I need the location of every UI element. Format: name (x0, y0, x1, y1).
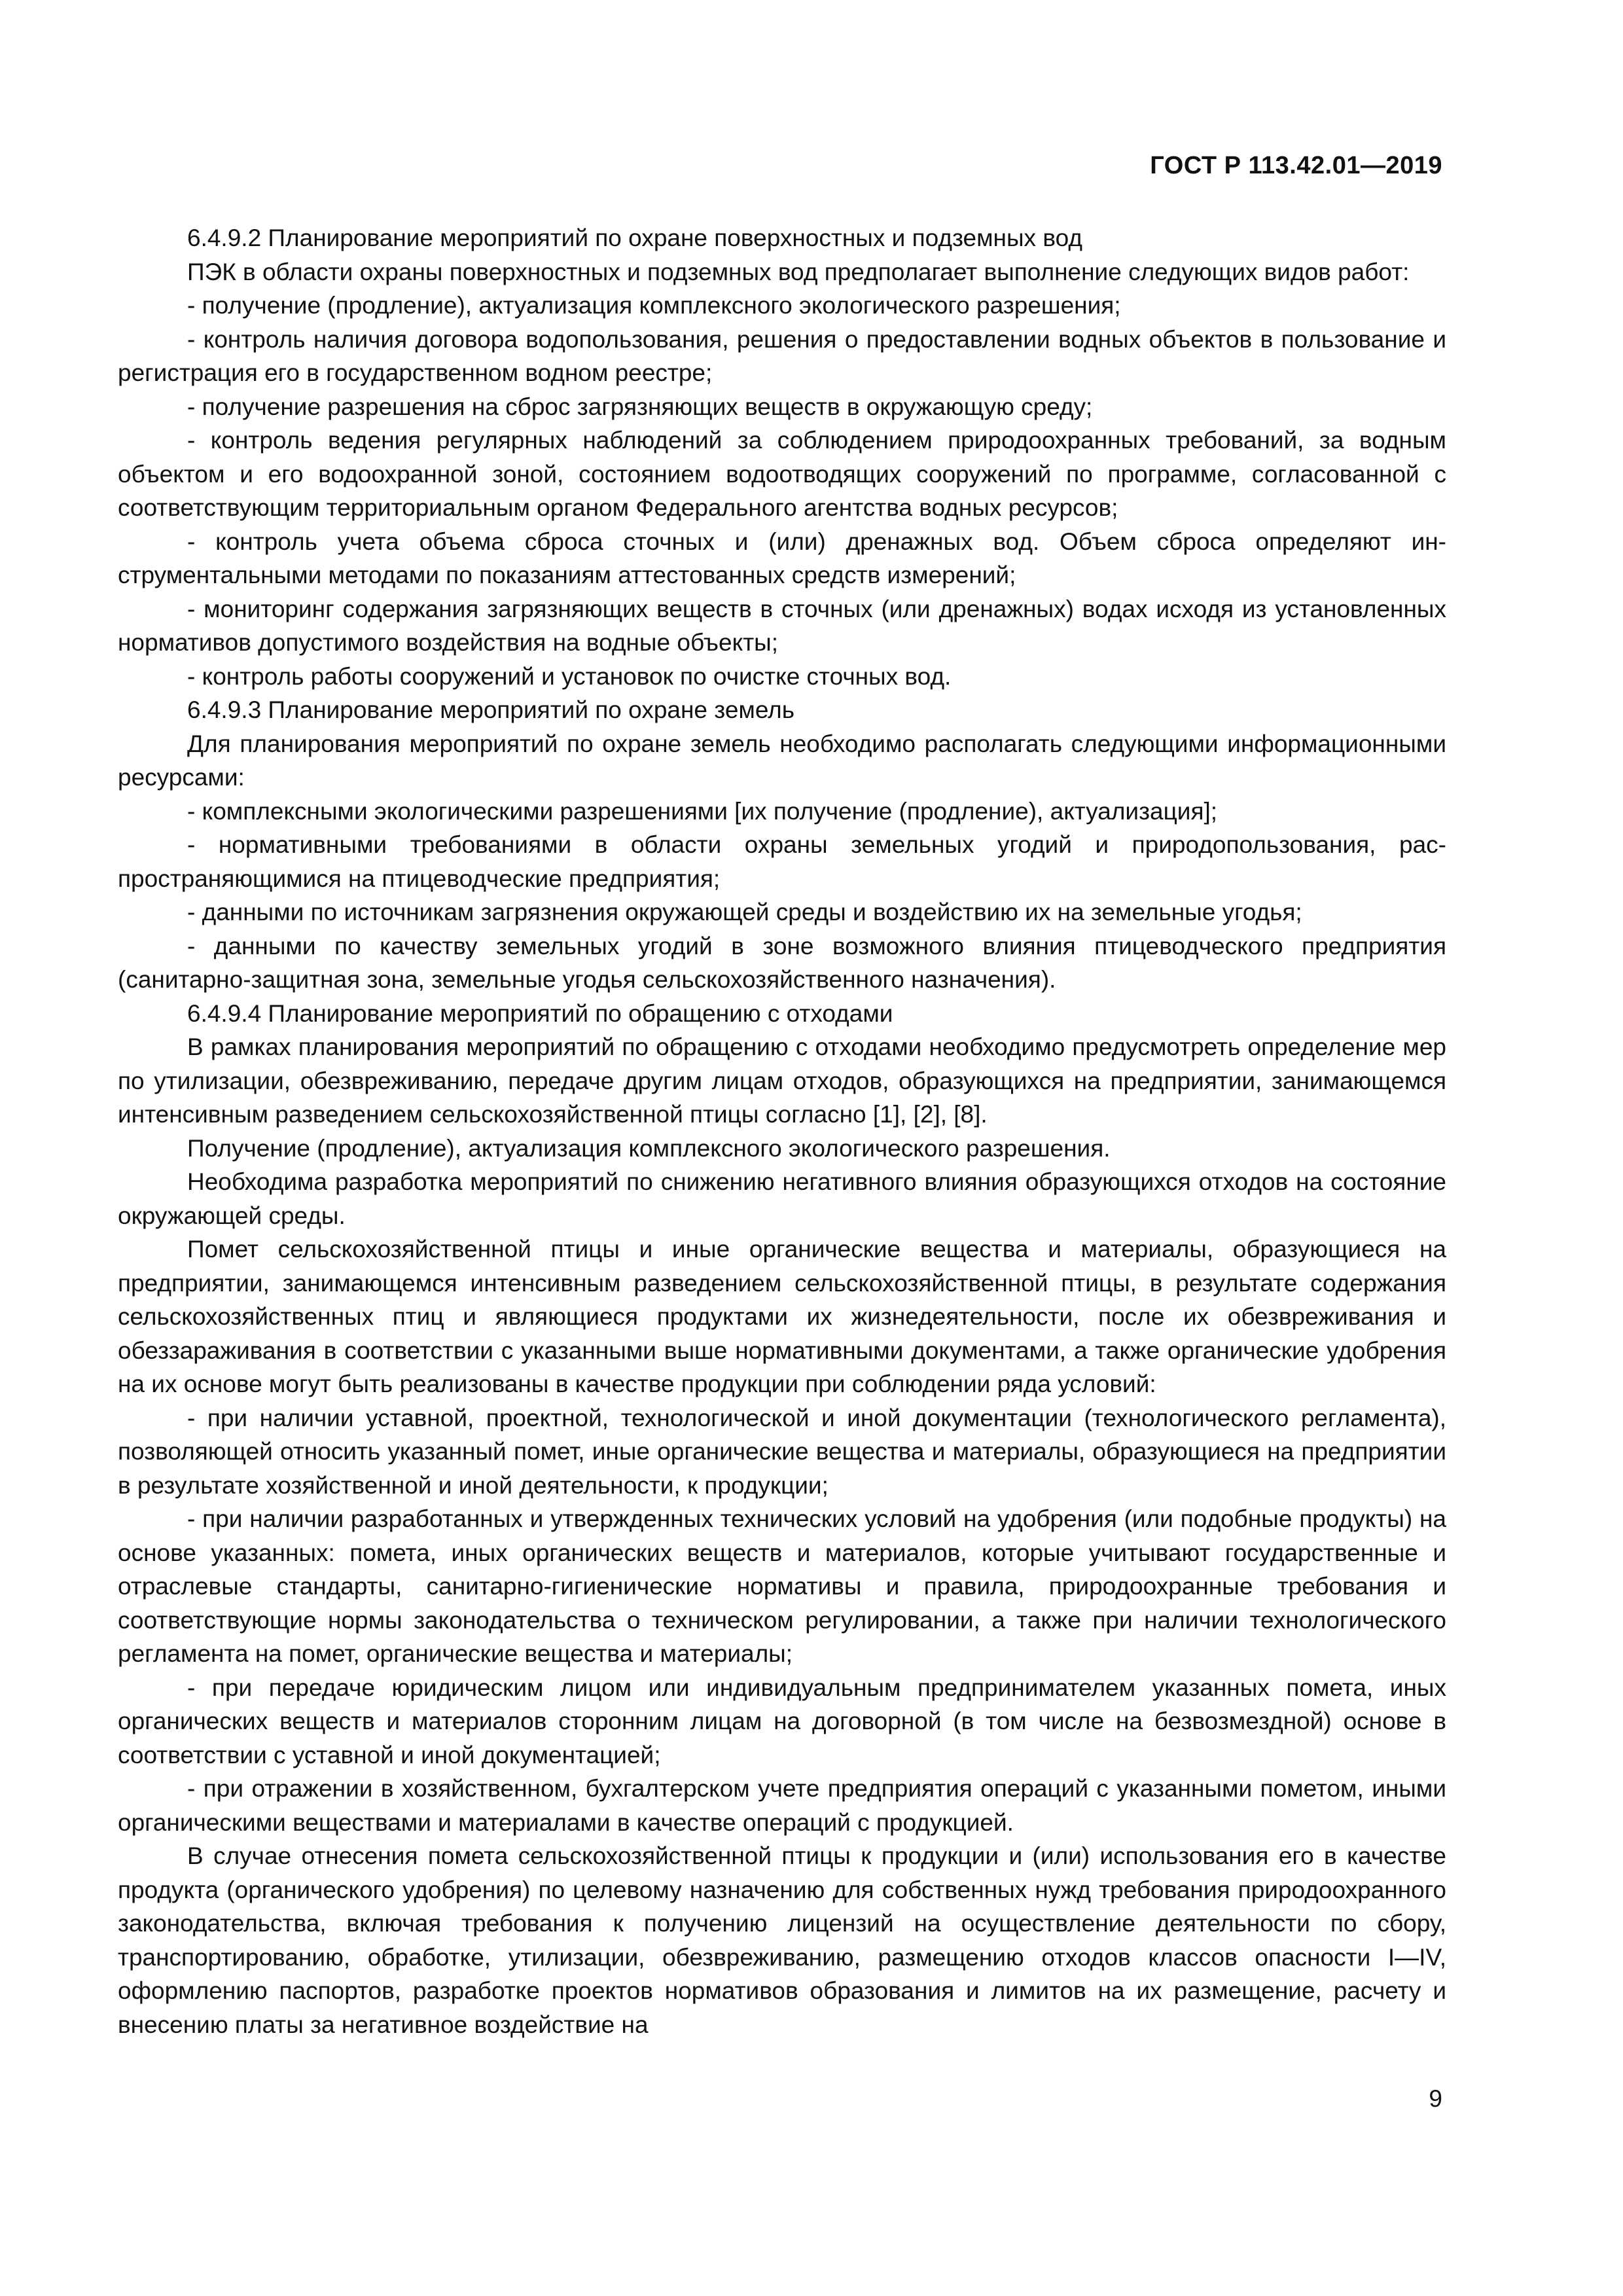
list-item: - получение (продление), актуализация комплексного экологического разрешения; (187, 292, 1121, 319)
list-item: - получение разрешения на сброс загрязняющих веществ в окружающую среду; (187, 393, 1093, 420)
list-item: - при передаче юридическим лицом или индивидуальным предпринимателем указанных помета, иных органических веществ и материалов сторонним лицам на договорной (в том числе на безвозмездной) основе в соответствии с уставной и иной документацией; (118, 1674, 1446, 1768)
list-item: - данными по источникам загрязнения окружающей среды и воздействию их на земельные угодья; (187, 899, 1302, 925)
section-heading: 6.4.9.4 Планирование мероприятий по обращению с отходами (187, 999, 893, 1027)
list-item: - при отражении в хозяйственном, бухгалтерском учете предприятия операций с указанными пометом, иными органическими веществами и материалами в качестве операций с продукцией. (118, 1775, 1446, 1836)
list-item: - данными по качеству земельных угодий в зоне возможного влияния птицеводческого предприятия (санитарно-защитная зона, земельные угодья сельскохозяйственного назначения). (118, 932, 1446, 993)
paragraph: В рамках планирования мероприятий по обращению с отходами необходимо предусмотреть определение мер по утилизации, обезвреживанию, передаче другим лицам отходов, образующихся на предприятии, занимающемся интенсивным разведением сельскохозяйственной птицы согласно [1], [2], [8]. (118, 1033, 1446, 1128)
list-item: - контроль учета объема сброса сточных и (или) дренажных вод. Объем сброса определяют инструментальными методами по показаниям аттестованных средств измерений; (118, 528, 1446, 588)
list-item: - контроль наличия договора водопользования, решения о предоставлении водных объектов в пользование и регистрация его в государственном водном реестре; (118, 325, 1446, 386)
section-heading: 6.4.9.2 Планирование мероприятий по охране поверхностных и подземных вод (187, 224, 1082, 251)
list-item: - нормативными требованиями в области охраны земельных угодий и природопользования, распространяющимися на птицеводческие предприятия; (118, 831, 1446, 892)
paragraph: Для планирования мероприятий по охране земель необходимо располагать следующими информационными ресурсами: (118, 730, 1446, 791)
list-item: - при наличии уставной, проектной, технологической и иной документации (технологического регламента), позволяющей относить указанный помет, иные органические вещества и материалы, образующиеся на предприятии в результате хозяйственной и иной деятельности, к продукции; (118, 1404, 1446, 1499)
list-item: - контроль работы сооружений и установок по очистке сточных вод. (187, 662, 952, 690)
list-item: - мониторинг содержания загрязняющих веществ в сточных (или дренажных) водах исходя из установленных нормативов допустимого воздействия на водные объекты; (118, 595, 1446, 656)
paragraph: Необходима разработка мероприятий по снижению негативного влияния образующихся отходов на состояние окружающей среды. (118, 1168, 1446, 1229)
section-heading: 6.4.9.3 Планирование мероприятий по охране земель (187, 696, 795, 723)
paragraph: В случае отнесения помета сельскохозяйственной птицы к продукции и (или) использования его в качестве продукта (органического удобрения) по целевому назначению для собственных нужд требования природоохранного законодательства, включая требования к получению лицензий на осуществление деятельности по сбору, транспортированию, обработке, утилизации, обезвреживанию, размещению отходов классов опасности I—IV, оформлению паспортов, разработке проектов нормативов образования и лимитов на их размещение, расчету и внесению платы за негативное воздействие на (118, 1842, 1446, 2038)
list-item: - комплексными экологическими разрешениями [их получение (продление), актуализация]; (187, 797, 1218, 825)
document-body (118, 221, 1446, 2041)
list-item: - контроль ведения регулярных наблюдений за соблюдением природоохранных требований, за водным объектом и его водоохранной зоной, состоянием водоотводящих сооружений по программе, согласованной с соответствующим территориальным органом Федерального агентства водных ресурсов; (118, 427, 1446, 521)
paragraph: Получение (продление), актуализация комплексного экологического разрешения. (187, 1134, 1111, 1162)
paragraph: ПЭК в области охраны поверхностных и подземных вод предполагает выполнение следующих видов работ: (187, 258, 1410, 285)
document-code: ГОСТ Р 113.42.01—2019 (1150, 152, 1442, 179)
paragraph: Помет сельскохозяйственной птицы и иные органические вещества и материалы, образующиеся на предприятии, занимающемся интенсивным разведением сельскохозяйственной птицы, в результате содержания сельскохозяйственных птиц и являющиеся продуктами их жизнедеятельности, после их обезвреживания и обеззараживания в соответствии с указанными выше нормативными документами, а также органические удобрения на их основе могут быть реализованы в качестве продукции при соблюдении ряда условий: (118, 1236, 1446, 1397)
list-item: - при наличии разработанных и утвержденных технических условий на удобрения (или подобные продукты) на основе указанных: помета, иных органических веществ и материалов, которые учитывают государственные и отраслевые стандарты, санитарно-гигиенические нормативы и правила, природоохранные требования и соответствующие нормы законодательства о техническом регулировании, а также при наличии технологического регламента на помет, органические вещества и материалы; (118, 1505, 1446, 1667)
page-number: 9 (1429, 2085, 1442, 2112)
